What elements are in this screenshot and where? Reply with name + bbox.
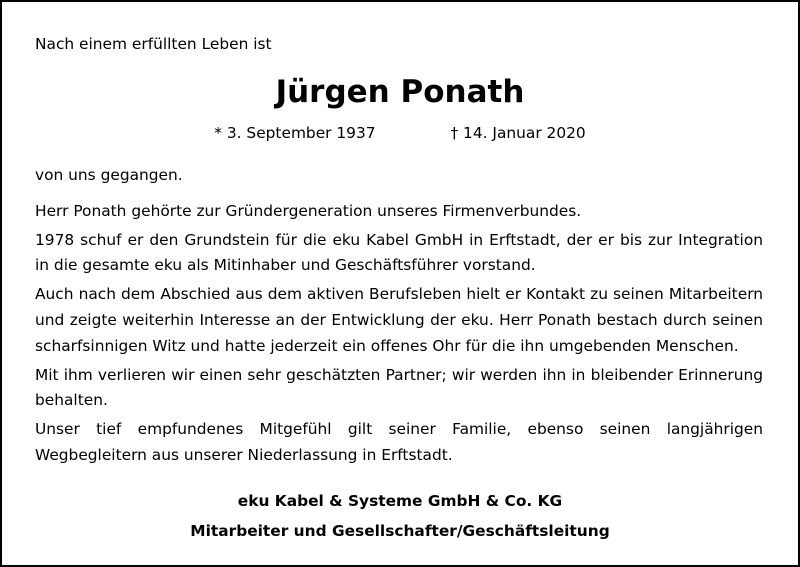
birth-date: * 3. September 1937 — [214, 124, 376, 142]
life-dates — [2, 122, 798, 144]
paragraph-founder: Herr Ponath gehörte zur Gründergeneration unseres Firmenverbundes. — [35, 201, 582, 220]
signature-block — [2, 486, 798, 546]
intro-line: Nach einem erfüllten Leben ist — [35, 35, 272, 53]
death-date: † 14. Januar 2020 — [450, 124, 586, 142]
paragraph-condolence: Unser tief empfundenes Mitgefühl gilt seiner Familie, ebenso seinen langjährigen Wegbegleitern aus unserer Niederlassung in Erftstadt. — [35, 420, 763, 464]
signatories-line: Mitarbeiter und Gesellschafter/Geschäftsleitung — [190, 522, 610, 540]
obituary-body — [35, 163, 763, 472]
paragraph-retirement: Auch nach dem Abschied aus dem aktiven Berufsleben hielt er Kontakt zu seinen Mitarbeitern und zeigte weiterhin Interesse an der Entwicklung der eku. Herr Ponath bestach durch seinen scharfsinnigen Witz und hatte jederzeit ein offenes Ohr für die ihn umgebenden Menschen. — [35, 285, 763, 355]
deceased-name: Jürgen Ponath — [275, 74, 525, 110]
passed-line: von uns gegangen. — [35, 166, 183, 184]
paragraph-remembrance: Mit ihm verlieren wir einen sehr geschätzten Partner; wir werden ihn in bleibender Erinnerung behalten. — [35, 365, 763, 410]
company-name: eku Kabel & Systeme GmbH & Co. KG — [237, 492, 563, 510]
paragraph-foundation: 1978 schuf er den Grundstein für die eku Kabel GmbH in Erftstadt, der er bis zur Integration in die gesamte eku als Mitinhaber und Geschäftsführer vorstand. — [35, 230, 763, 275]
